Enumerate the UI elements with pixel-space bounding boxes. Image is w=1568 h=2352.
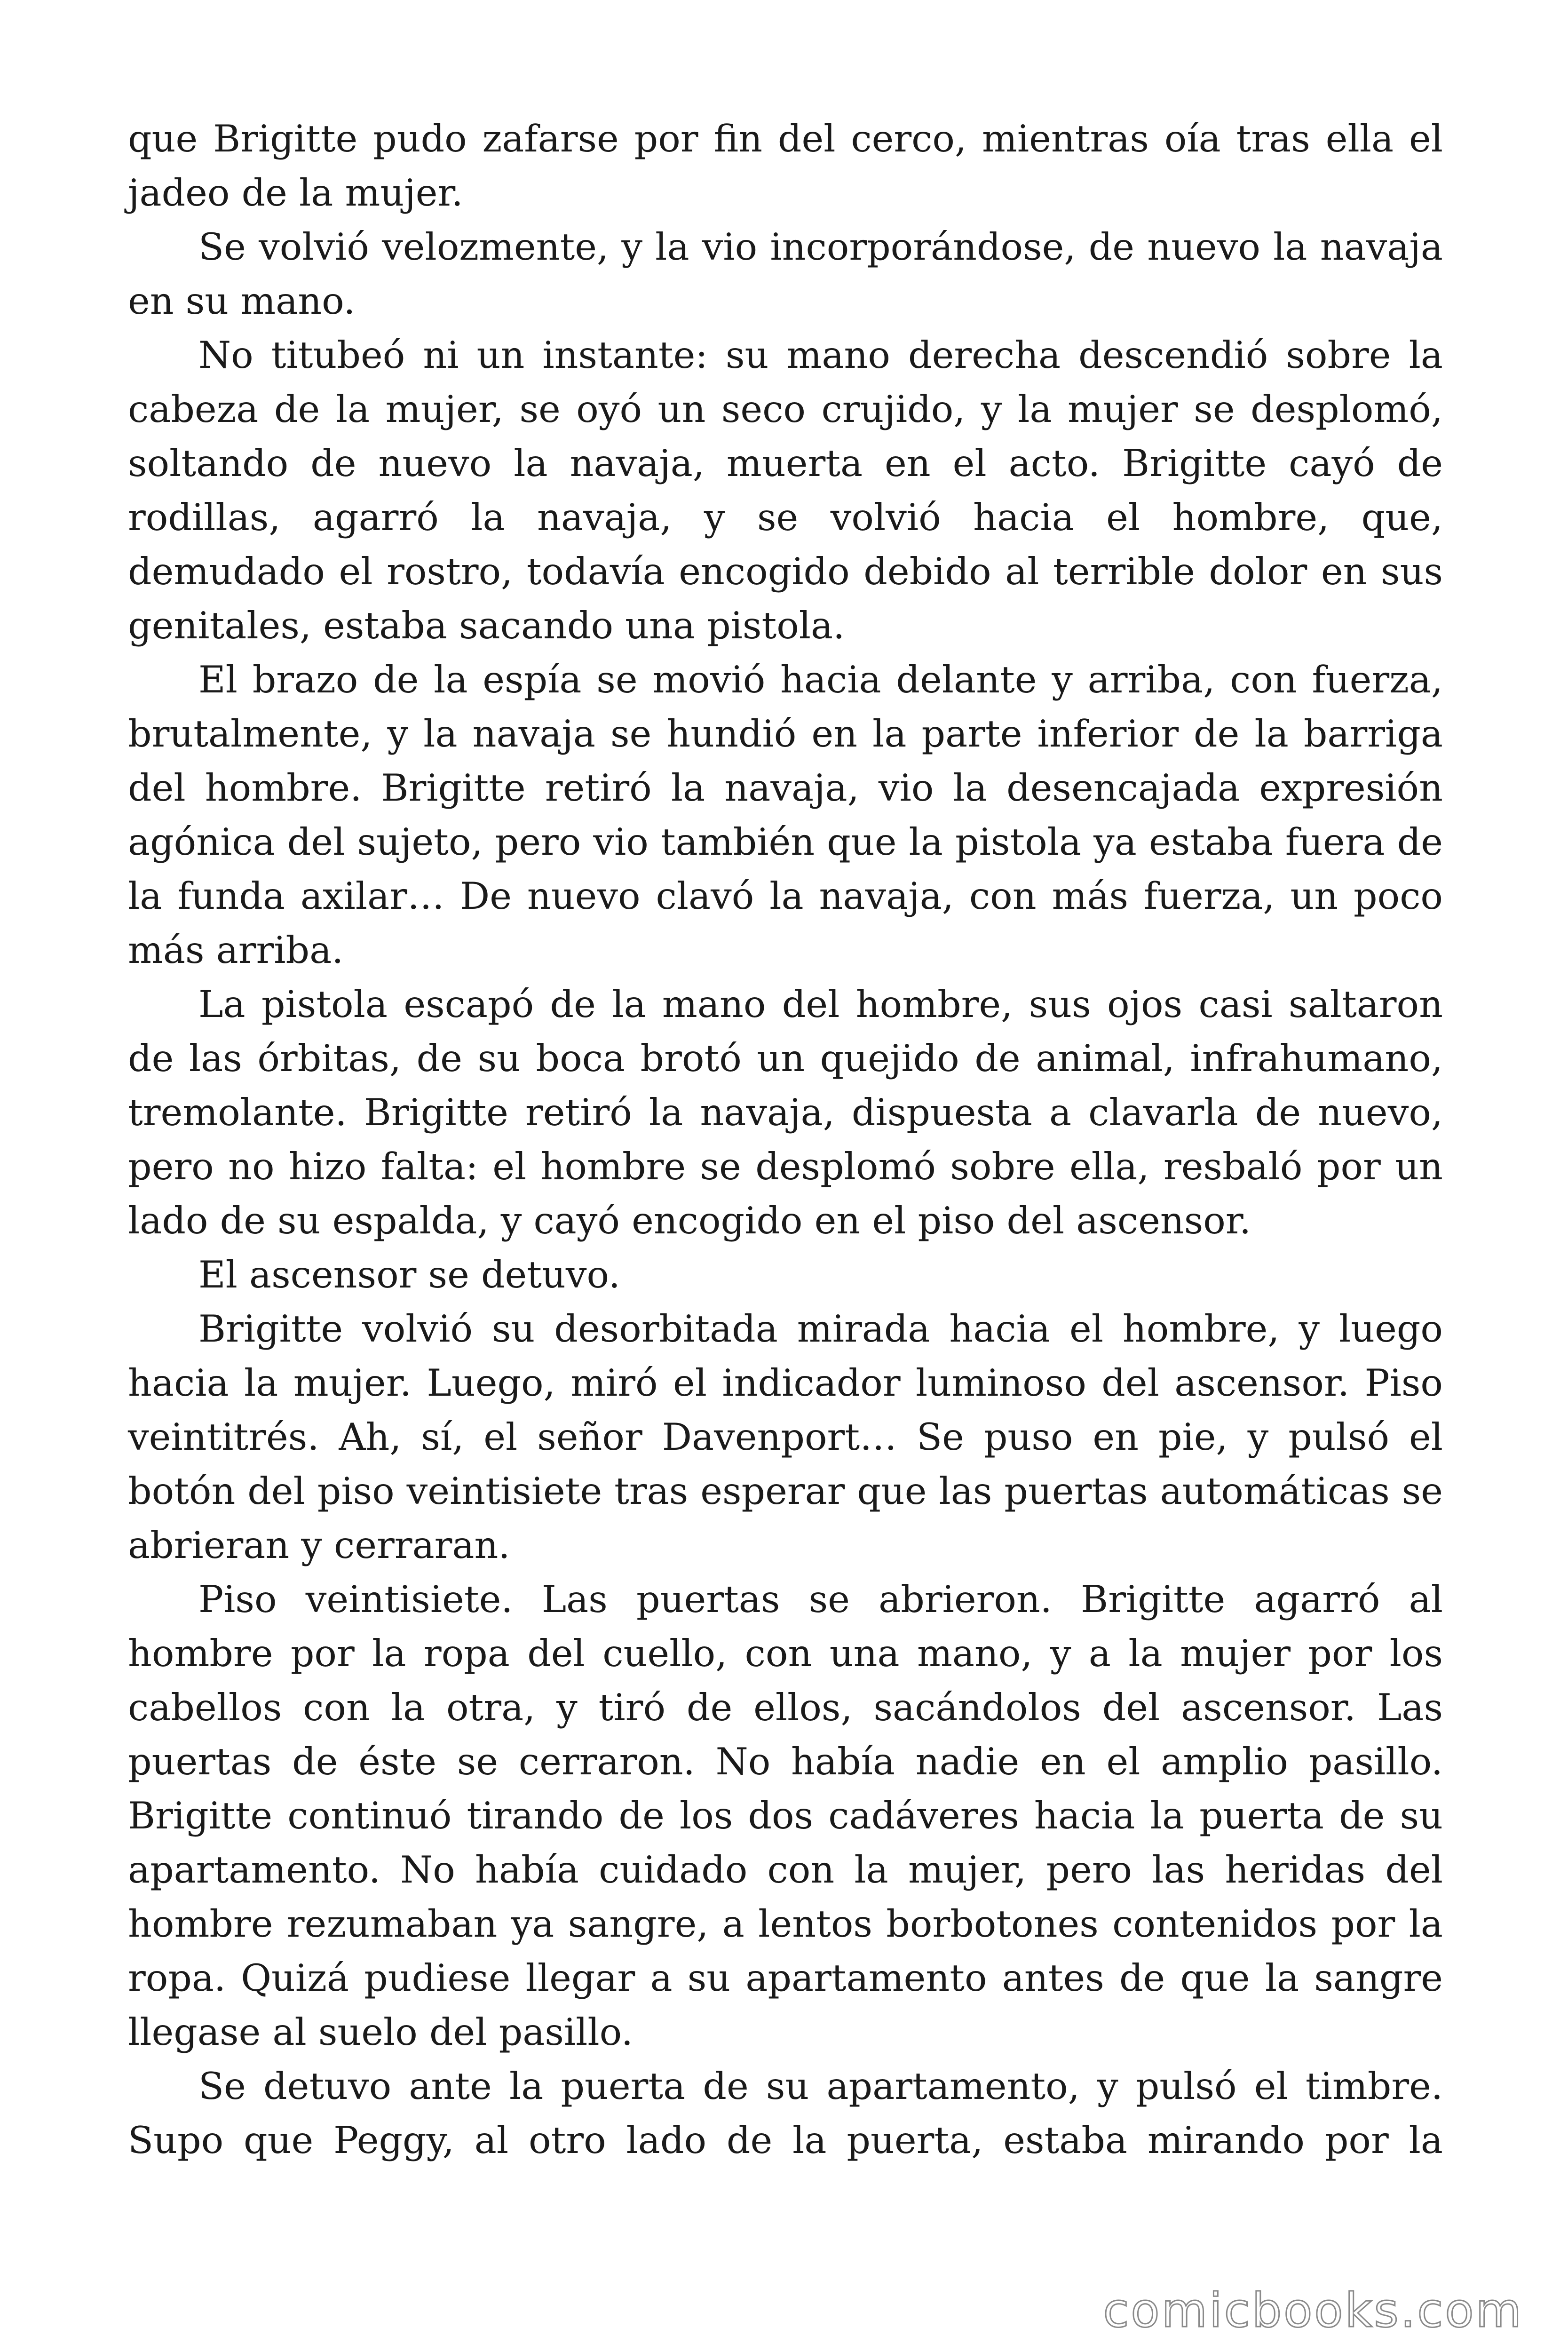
paragraph-9: Se detuvo ante la puerta de su apartamento, y pulsó el timbre. Supo que Peggy, al otro lado de la puerta, estaba mirando por la [128,2065,1443,2162]
book-page-text [128,112,1443,2168]
paragraph-1: que Brigitte pudo zafarse por fin del cerco, mientras oía tras ella el jadeo de la mujer. [128,117,1443,215]
paragraph-3: No titubeó ni un instante: su mano derecha descendió sobre la cabeza de la mujer, se oyó un seco crujido, y la mujer se desplomó, soltando de nuevo la navaja, muerta en el acto. Brigitte cayó de rodillas, agarró la navaja, y se volvió hacia el hombre, que, demudado el rostro, todavía encogido debido al terrible dolor en sus genitales, estaba sacando una pistola. [128,334,1443,647]
watermark: comicbooks.com [1103,2283,1523,2338]
paragraph-7: Brigitte volvió su desorbitada mirada hacia el hombre, y luego hacia la mujer. Luego, miró el indicador luminoso del ascensor. Piso veintitrés. Ah, sí, el señor Davenport… Se puso en pie, y pulsó el botón del piso veintisiete tras esperar que las puertas automáticas se abrieran y cerraran. [128,1307,1443,1567]
paragraph-8: Piso veintisiete. Las puertas se abrieron. Brigitte agarró al hombre por la ropa del cuello, con una mano, y a la mujer por los cabellos con la otra, y tiró de ellos, sacándolos del ascensor. Las puertas de éste se cerraron. No había nadie en el amplio pasillo. Brigitte continuó tirando de los dos cadáveres hacia la puerta de su apartamento. No había cuidado con la mujer, pero las heridas del hombre rezumaban ya sangre, a lentos borbotones contenidos por la ropa. Quizá pudiese llegar a su apartamento antes de que la sangre llegase al suelo del pasillo. [128,1578,1443,2054]
paragraph-5: La pistola escapó de la mano del hombre, sus ojos casi saltaron de las órbitas, de su boca brotó un quejido de animal, infrahumano, tremolante. Brigitte retiró la navaja, dispuesta a clavarla de nuevo, pero no hizo falta: el hombre se desplomó sobre ella, resbaló por un lado de su espalda, y cayó encogido en el piso del ascensor. [128,983,1443,1242]
paragraph-2: Se volvió velozmente, y la vio incorporándose, de nuevo la navaja en su mano. [128,225,1443,323]
paragraph-4: El brazo de la espía se movió hacia delante y arriba, con fuerza, brutalmente, y la navaja se hundió en la parte inferior de la barriga del hombre. Brigitte retiró la navaja, vio la desencajada expresión agónica del sujeto, pero vio también que la pistola ya estaba fuera de la funda axilar… De nuevo clavó la navaja, con más fuerza, un poco más arriba. [128,658,1443,972]
paragraph-6: El ascensor se detuvo. [198,1253,620,1296]
